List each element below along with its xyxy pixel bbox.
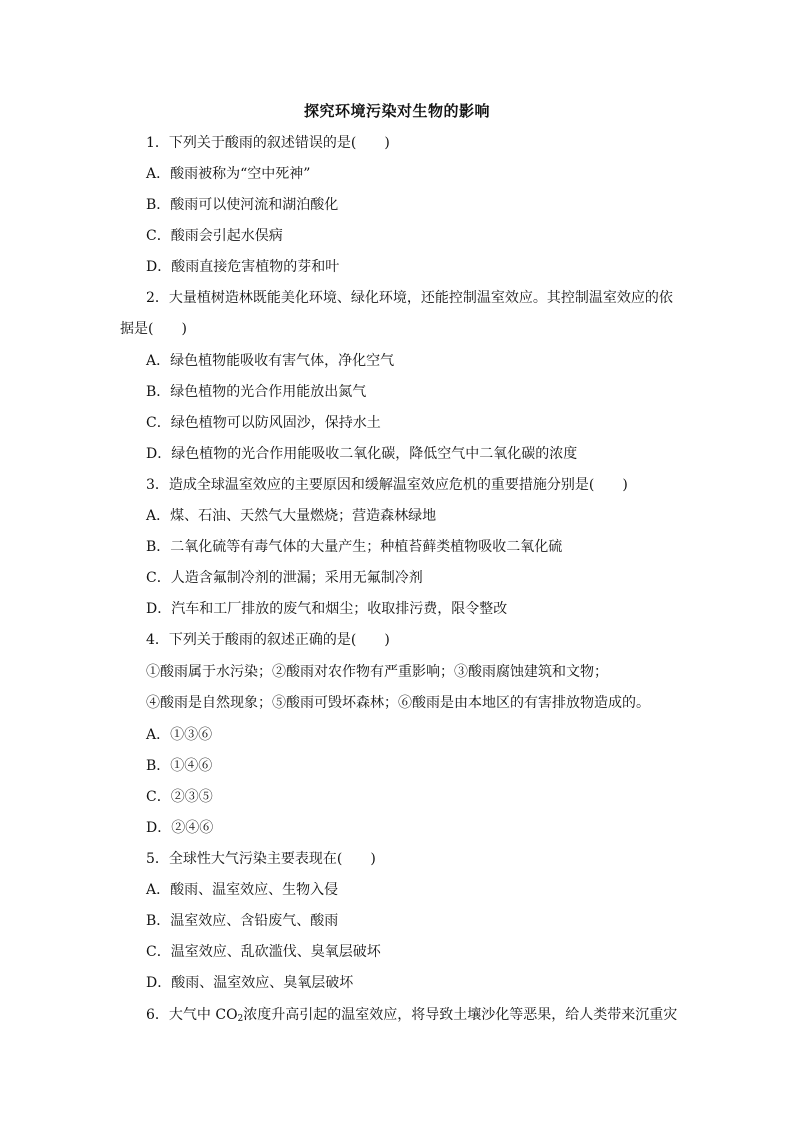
question-2-option-a: A．绿色植物能吸收有害气体，净化空气 <box>146 353 395 369</box>
question-1-option-c: C．酸雨会引起水俣病 <box>146 228 283 244</box>
question-5-option-c: C．温室效应、乱砍滥伐、臭氧层破坏 <box>146 944 381 960</box>
question-5-stem: 5．全球性大气污染主要表现在( ) <box>146 851 376 867</box>
question-4-option-b: B．①④⑥ <box>146 758 213 774</box>
question-2-option-d: D．绿色植物的光合作用能吸收二氧化碳，降低空气中二氧化碳的浓度 <box>146 446 578 462</box>
question-2-option-c: C．绿色植物可以防风固沙，保持水土 <box>146 415 381 431</box>
question-6-stem-subscript: 2 <box>237 1014 244 1024</box>
question-1-option-b: B．酸雨可以使河流和湖泊酸化 <box>146 197 339 213</box>
document-title: 探究环境污染对生物的影响 <box>303 102 490 120</box>
question-5-option-b: B．温室效应、含铅废气、酸雨 <box>146 913 339 929</box>
question-2-option-b: B．绿色植物的光合作用能放出氮气 <box>146 384 367 400</box>
question-6-stem-suffix: 浓度升高引起的温室效应，将导致土壤沙化等恶果，给人类带来沉重灾 <box>243 1007 678 1023</box>
question-3-option-c: C．人造含氟制冷剂的泄漏；采用无氟制冷剂 <box>146 570 423 586</box>
question-4-stem: 4．下列关于酸雨的叙述正确的是( ) <box>146 632 390 648</box>
question-4-option-a: A．①③⑥ <box>146 727 213 743</box>
question-4-option-c: C．②③⑤ <box>146 789 213 805</box>
question-5-option-d: D．酸雨、温室效应、臭氧层破坏 <box>146 975 354 991</box>
question-1-option-a: A．酸雨被称为“空中死神” <box>146 166 311 182</box>
question-1-option-d: D．酸雨直接危害植物的芽和叶 <box>146 259 340 275</box>
question-1-stem: 1．下列关于酸雨的叙述错误的是( ) <box>146 135 390 151</box>
question-2-stem: 2．大量植树造林既能美化环境、绿化环境，还能控制温室效应。其控制温室效应的依 <box>146 290 673 306</box>
question-3-option-b: B．二氧化硫等有毒气体的大量产生；种植苔藓类植物吸收二氧化硫 <box>146 539 563 555</box>
question-6-stem <box>146 1005 677 1029</box>
question-4-option-d: D．②④⑥ <box>146 820 214 836</box>
question-3-option-a: A．煤、石油、天然气大量燃烧；营造森林绿地 <box>146 508 437 524</box>
question-6-stem-prefix: 6．大气中 CO <box>146 1007 238 1023</box>
question-4-statements-2: ④酸雨是自然现象；⑤酸雨可毁坏森林；⑥酸雨是由本地区的有害排放物造成的。 <box>146 695 650 711</box>
question-4-statements-1: ①酸雨属于水污染；②酸雨对农作物有严重影响；③酸雨腐蚀建筑和文物； <box>146 664 608 680</box>
question-3-option-d: D．汽车和工厂排放的废气和烟尘；收取排污费，限令整改 <box>146 601 508 617</box>
question-5-option-a: A．酸雨、温室效应、生物入侵 <box>146 882 339 898</box>
question-2-stem-continued: 据是( ) <box>120 321 187 337</box>
question-3-stem: 3．造成全球温室效应的主要原因和缓解温室效应危机的重要措施分别是( ) <box>146 477 628 493</box>
